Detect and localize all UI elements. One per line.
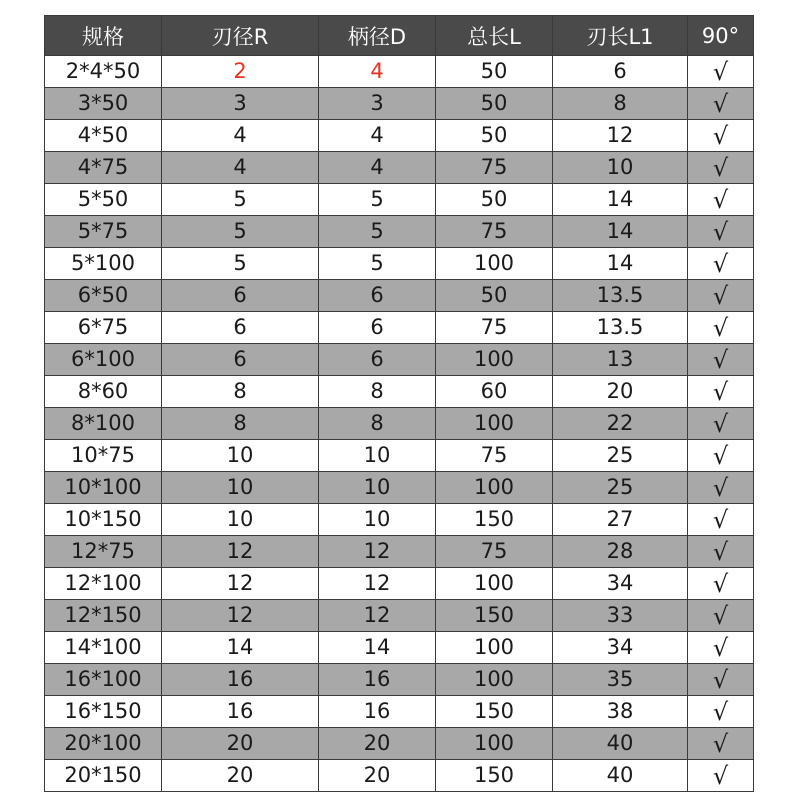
- cell-blade-length: 40: [553, 728, 688, 760]
- cell-total-length: 60: [436, 376, 553, 408]
- checkmark-icon: √: [712, 281, 729, 310]
- header-row: [45, 16, 754, 56]
- table-row: [45, 696, 754, 728]
- table-row: [45, 216, 754, 248]
- cell-total-length: 75: [436, 312, 553, 344]
- cell-blade-length: 34: [553, 632, 688, 664]
- cell-angle-90: [688, 56, 754, 88]
- cell-blade-diameter: 8: [162, 376, 319, 408]
- checkmark-icon: √: [712, 377, 729, 406]
- cell-total-length: 100: [436, 664, 553, 696]
- table-row: [45, 56, 754, 88]
- cell-shank-diameter: 12: [319, 600, 436, 632]
- cell-angle-90: [688, 184, 754, 216]
- cell-shank-diameter: 16: [319, 696, 436, 728]
- cell-shank-diameter: 6: [319, 280, 436, 312]
- cell-angle-90: [688, 152, 754, 184]
- cell-spec: 16*150: [45, 696, 162, 728]
- cell-shank-diameter: 16: [319, 664, 436, 696]
- table-row: [45, 504, 754, 536]
- table-row: [45, 760, 754, 792]
- cell-spec: 4*75: [45, 152, 162, 184]
- cell-shank-diameter: 6: [319, 344, 436, 376]
- cell-spec: 6*75: [45, 312, 162, 344]
- cell-blade-length: 20: [553, 376, 688, 408]
- cell-shank-diameter: 4: [319, 120, 436, 152]
- table-row: [45, 632, 754, 664]
- cell-spec: 10*150: [45, 504, 162, 536]
- cell-total-length: 100: [436, 632, 553, 664]
- table-row: [45, 88, 754, 120]
- cell-blade-length: 40: [553, 760, 688, 792]
- cell-angle-90: [688, 568, 754, 600]
- cell-blade-diameter: 5: [162, 184, 319, 216]
- cell-angle-90: [688, 88, 754, 120]
- cell-shank-diameter: 4: [319, 56, 436, 88]
- header-blade-diameter: 刃径R: [162, 16, 319, 56]
- cell-angle-90: [688, 248, 754, 280]
- table-row: [45, 408, 754, 440]
- cell-blade-diameter: 4: [162, 120, 319, 152]
- cell-blade-length: 12: [553, 120, 688, 152]
- cell-blade-length: 25: [553, 472, 688, 504]
- cell-blade-diameter: 12: [162, 536, 319, 568]
- cell-spec: 8*60: [45, 376, 162, 408]
- cell-spec: 12*75: [45, 536, 162, 568]
- cell-blade-length: 14: [553, 248, 688, 280]
- cell-total-length: 100: [436, 408, 553, 440]
- cell-angle-90: [688, 408, 754, 440]
- cell-spec: 10*75: [45, 440, 162, 472]
- table-row: [45, 600, 754, 632]
- checkmark-icon: √: [712, 665, 729, 694]
- cell-angle-90: [688, 664, 754, 696]
- cell-spec: 20*150: [45, 760, 162, 792]
- cell-spec: 12*150: [45, 600, 162, 632]
- cell-blade-diameter: 8: [162, 408, 319, 440]
- table-row: [45, 376, 754, 408]
- cell-shank-diameter: 10: [319, 440, 436, 472]
- checkmark-icon: √: [712, 185, 729, 214]
- cell-blade-length: 6: [553, 56, 688, 88]
- cell-blade-diameter: 14: [162, 632, 319, 664]
- table-row: [45, 664, 754, 696]
- header-total-length: 总长L: [436, 16, 553, 56]
- table-row: [45, 280, 754, 312]
- cell-shank-diameter: 5: [319, 216, 436, 248]
- checkmark-icon: √: [712, 473, 729, 502]
- cell-spec: 5*75: [45, 216, 162, 248]
- cell-spec: 2*4*50: [45, 56, 162, 88]
- cell-blade-diameter: 4: [162, 152, 319, 184]
- cell-spec: 6*50: [45, 280, 162, 312]
- cell-blade-length: 35: [553, 664, 688, 696]
- cell-total-length: 150: [436, 696, 553, 728]
- checkmark-icon: √: [712, 313, 729, 342]
- table-row: [45, 536, 754, 568]
- cell-total-length: 75: [436, 440, 553, 472]
- cell-total-length: 100: [436, 568, 553, 600]
- cell-total-length: 75: [436, 216, 553, 248]
- cell-total-length: 50: [436, 280, 553, 312]
- checkmark-icon: √: [712, 569, 729, 598]
- checkmark-icon: √: [712, 217, 729, 246]
- checkmark-icon: √: [712, 345, 729, 374]
- checkmark-icon: √: [712, 57, 729, 86]
- header-spec: 规格: [45, 16, 162, 56]
- header-blade-length: 刃长L1: [553, 16, 688, 56]
- checkmark-icon: √: [712, 153, 729, 182]
- table-row: [45, 472, 754, 504]
- checkmark-icon: √: [712, 89, 729, 118]
- cell-blade-length: 8: [553, 88, 688, 120]
- cell-blade-diameter: 20: [162, 760, 319, 792]
- cell-blade-length: 28: [553, 536, 688, 568]
- cell-angle-90: [688, 216, 754, 248]
- cell-shank-diameter: 14: [319, 632, 436, 664]
- cell-angle-90: [688, 280, 754, 312]
- cell-blade-diameter: 10: [162, 440, 319, 472]
- cell-angle-90: [688, 120, 754, 152]
- table-row: [45, 312, 754, 344]
- cell-total-length: 50: [436, 88, 553, 120]
- cell-shank-diameter: 10: [319, 472, 436, 504]
- cell-total-length: 100: [436, 344, 553, 376]
- cell-total-length: 150: [436, 600, 553, 632]
- cell-angle-90: [688, 760, 754, 792]
- cell-blade-length: 14: [553, 184, 688, 216]
- table-row: [45, 568, 754, 600]
- cell-shank-diameter: 12: [319, 536, 436, 568]
- checkmark-icon: √: [712, 441, 729, 470]
- table-row: [45, 440, 754, 472]
- cell-shank-diameter: 5: [319, 248, 436, 280]
- cell-blade-diameter: 6: [162, 280, 319, 312]
- cell-blade-diameter: 16: [162, 664, 319, 696]
- cell-total-length: 100: [436, 248, 553, 280]
- table-row: [45, 120, 754, 152]
- cell-blade-length: 38: [553, 696, 688, 728]
- cell-blade-length: 33: [553, 600, 688, 632]
- table-body: [45, 56, 754, 792]
- checkmark-icon: √: [712, 761, 729, 790]
- table-row: [45, 184, 754, 216]
- cell-angle-90: [688, 504, 754, 536]
- cell-spec: 8*100: [45, 408, 162, 440]
- cell-total-length: 50: [436, 184, 553, 216]
- checkmark-icon: √: [712, 505, 729, 534]
- cell-blade-length: 25: [553, 440, 688, 472]
- cell-blade-diameter: 3: [162, 88, 319, 120]
- cell-blade-diameter: 12: [162, 568, 319, 600]
- cell-blade-diameter: 6: [162, 344, 319, 376]
- cell-blade-length: 27: [553, 504, 688, 536]
- cell-blade-diameter: 10: [162, 504, 319, 536]
- cell-total-length: 75: [436, 152, 553, 184]
- cell-total-length: 100: [436, 472, 553, 504]
- cell-spec: 20*100: [45, 728, 162, 760]
- cell-blade-length: 13: [553, 344, 688, 376]
- cell-angle-90: [688, 696, 754, 728]
- cell-shank-diameter: 12: [319, 568, 436, 600]
- table-row: [45, 728, 754, 760]
- cell-angle-90: [688, 536, 754, 568]
- cell-blade-diameter: 12: [162, 600, 319, 632]
- cell-blade-diameter: 5: [162, 248, 319, 280]
- cell-blade-length: 34: [553, 568, 688, 600]
- cell-blade-length: 13.5: [553, 280, 688, 312]
- cell-spec: 5*100: [45, 248, 162, 280]
- cell-blade-length: 14: [553, 216, 688, 248]
- cell-blade-length: 22: [553, 408, 688, 440]
- cell-angle-90: [688, 632, 754, 664]
- cell-total-length: 150: [436, 760, 553, 792]
- checkmark-icon: √: [712, 409, 729, 438]
- spec-table: [44, 15, 754, 792]
- checkmark-icon: √: [712, 729, 729, 758]
- cell-total-length: 150: [436, 504, 553, 536]
- cell-angle-90: [688, 440, 754, 472]
- header-angle-90: 90°: [688, 16, 754, 56]
- cell-spec: 4*50: [45, 120, 162, 152]
- cell-total-length: 100: [436, 728, 553, 760]
- cell-spec: 12*100: [45, 568, 162, 600]
- cell-spec: 6*100: [45, 344, 162, 376]
- checkmark-icon: √: [712, 697, 729, 726]
- cell-spec: 14*100: [45, 632, 162, 664]
- cell-spec: 10*100: [45, 472, 162, 504]
- cell-shank-diameter: 4: [319, 152, 436, 184]
- cell-shank-diameter: 8: [319, 376, 436, 408]
- cell-shank-diameter: 3: [319, 88, 436, 120]
- table-row: [45, 248, 754, 280]
- cell-spec: 16*100: [45, 664, 162, 696]
- cell-angle-90: [688, 600, 754, 632]
- table-row: [45, 152, 754, 184]
- cell-total-length: 75: [436, 536, 553, 568]
- cell-angle-90: [688, 728, 754, 760]
- cell-blade-diameter: 10: [162, 472, 319, 504]
- checkmark-icon: √: [712, 249, 729, 278]
- cell-blade-diameter: 6: [162, 312, 319, 344]
- cell-blade-length: 13.5: [553, 312, 688, 344]
- checkmark-icon: √: [712, 537, 729, 566]
- cell-shank-diameter: 10: [319, 504, 436, 536]
- cell-total-length: 50: [436, 56, 553, 88]
- cell-spec: 5*50: [45, 184, 162, 216]
- header-shank-diameter: 柄径D: [319, 16, 436, 56]
- cell-spec: 3*50: [45, 88, 162, 120]
- cell-angle-90: [688, 312, 754, 344]
- cell-shank-diameter: 6: [319, 312, 436, 344]
- cell-shank-diameter: 5: [319, 184, 436, 216]
- table-header: [45, 16, 754, 56]
- cell-shank-diameter: 20: [319, 760, 436, 792]
- checkmark-icon: √: [712, 121, 729, 150]
- cell-blade-diameter: 16: [162, 696, 319, 728]
- cell-blade-diameter: 2: [162, 56, 319, 88]
- checkmark-icon: √: [712, 633, 729, 662]
- table-row: [45, 344, 754, 376]
- cell-total-length: 50: [436, 120, 553, 152]
- checkmark-icon: √: [712, 601, 729, 630]
- cell-blade-length: 10: [553, 152, 688, 184]
- cell-angle-90: [688, 376, 754, 408]
- cell-blade-diameter: 5: [162, 216, 319, 248]
- cell-angle-90: [688, 472, 754, 504]
- cell-shank-diameter: 20: [319, 728, 436, 760]
- cell-blade-diameter: 20: [162, 728, 319, 760]
- cell-angle-90: [688, 344, 754, 376]
- cell-shank-diameter: 8: [319, 408, 436, 440]
